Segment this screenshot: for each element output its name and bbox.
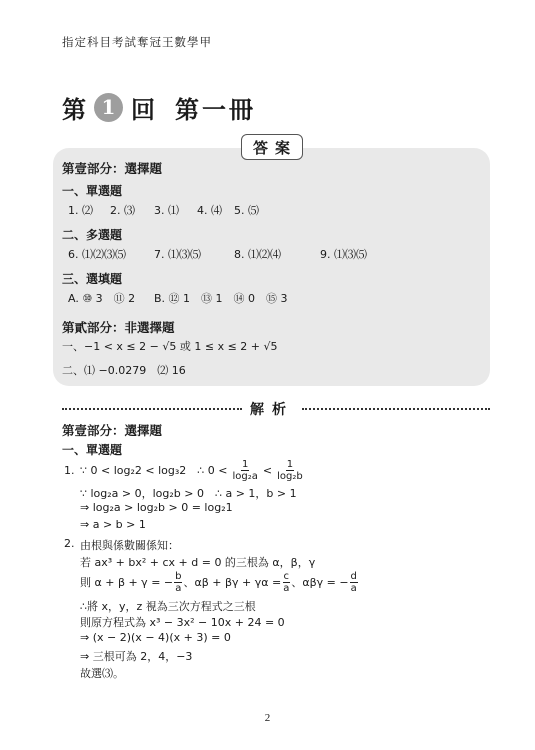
answer-item: 4. ⑷ xyxy=(197,204,222,217)
q2-line-7: ⇒ 三根可為 2，4，−3 xyxy=(80,650,193,663)
q2-text: 則 α + β + γ = − xyxy=(80,576,174,589)
dotted-rule-right xyxy=(302,408,490,410)
q2-number: 2. xyxy=(64,537,75,550)
answer-single-heading: 一、單選題 xyxy=(62,184,123,198)
q2-line-3 xyxy=(80,568,359,596)
less-than: < xyxy=(262,463,273,477)
q2-text: 、αβ + βγ + γα = xyxy=(183,576,282,589)
answer-label: 答案 xyxy=(241,134,303,160)
answer-item: 2. ⑶ xyxy=(110,204,135,217)
dotted-rule-left xyxy=(62,408,242,410)
answer-item: 1. ⑵ xyxy=(68,204,93,217)
q1-line-4: ⇒ a > b > 1 xyxy=(80,518,146,531)
q1-line-2: ∵ log₂a > 0，log₂b > 0 ∴ a > 1，b > 1 xyxy=(80,487,297,500)
numerator: c xyxy=(283,570,289,582)
analysis-single-heading: 一、單選題 xyxy=(62,443,123,457)
denominator: log₂b xyxy=(277,470,303,482)
fraction xyxy=(350,571,358,594)
chapter-title xyxy=(62,90,256,124)
analysis-part1-heading: 第壹部分：選擇題 xyxy=(62,423,163,438)
answer-item: 5. ⑸ xyxy=(234,204,259,217)
q2-text: 、αβγ = − xyxy=(291,576,349,589)
denominator: a xyxy=(175,582,182,594)
title-hui: 回 xyxy=(131,94,155,124)
numerator: 1 xyxy=(241,458,249,470)
q2-line-6: ⇒ (x − 2)(x − 4)(x + 3) = 0 xyxy=(80,631,231,644)
q2-line-5: 則原方程式為 x³ − 3x² − 10x + 24 = 0 xyxy=(80,616,285,629)
answer-item: 8. ⑴⑵⑷ xyxy=(234,248,281,261)
q2-line-4: ∴將 x，y，z 視為三次方程式之三根 xyxy=(80,600,256,613)
page-number: 2 xyxy=(264,712,271,724)
answer-nonchoice-2: 二、⑴ −0.0279 ⑵ 16 xyxy=(62,364,186,377)
title-di: 第 xyxy=(62,94,86,124)
q1-number: 1. xyxy=(64,464,75,477)
numerator: b xyxy=(175,570,182,582)
answer-part2-heading: 第貳部分：非選擇題 xyxy=(62,320,175,335)
denominator: log₂a xyxy=(232,470,258,482)
denominator: a xyxy=(283,582,290,594)
numerator: d xyxy=(350,570,357,582)
q1-line-3: ⇒ log₂a > log₂b > 0 = log₂1 xyxy=(80,501,233,514)
running-header: 指定科目考試奪冠王數學甲 xyxy=(62,35,212,49)
answer-part1-heading: 第壹部分：選擇題 xyxy=(62,161,163,176)
fraction xyxy=(282,571,290,594)
title-book: 第一冊 xyxy=(175,94,256,124)
q1-line-1 xyxy=(80,457,305,483)
answer-nonchoice-1: 一、−1 < x ≤ 2 − √5 或 1 ≤ x ≤ 2 + √5 xyxy=(62,340,278,353)
answer-fill-heading: 三、選填題 xyxy=(62,272,123,286)
answer-item: A. ⑩ 3 ⑪ 2 xyxy=(68,292,136,305)
answer-item: 9. ⑴⑶⑸ xyxy=(320,248,367,261)
answer-multi-heading: 二、多選題 xyxy=(62,228,123,242)
q2-line-2: 若 ax³ + bx² + cx + d = 0 的三根為 α，β，γ xyxy=(80,556,316,569)
numerator: 1 xyxy=(286,458,294,470)
q2-line-1: 由根與係數關係知： xyxy=(80,539,179,552)
title-number-badge: 1 xyxy=(94,93,123,122)
answer-item: 6. ⑴⑵⑶⑸ xyxy=(68,248,126,261)
denominator: a xyxy=(350,582,357,594)
q1-text: ∵ 0 < log₂2 < log₃2 ∴ 0 < xyxy=(80,464,228,477)
answer-item: 3. ⑴ xyxy=(154,204,179,217)
analysis-label: 解析 xyxy=(250,402,294,418)
fraction xyxy=(174,571,182,594)
fraction xyxy=(231,459,258,482)
fraction xyxy=(276,459,304,482)
answer-item: B. ⑫ 1 ⑬ 1 ⑭ 0 ⑮ 3 xyxy=(154,292,288,305)
q2-line-8: 故選⑶。 xyxy=(80,667,124,680)
answer-item: 7. ⑴⑶⑸ xyxy=(154,248,201,261)
